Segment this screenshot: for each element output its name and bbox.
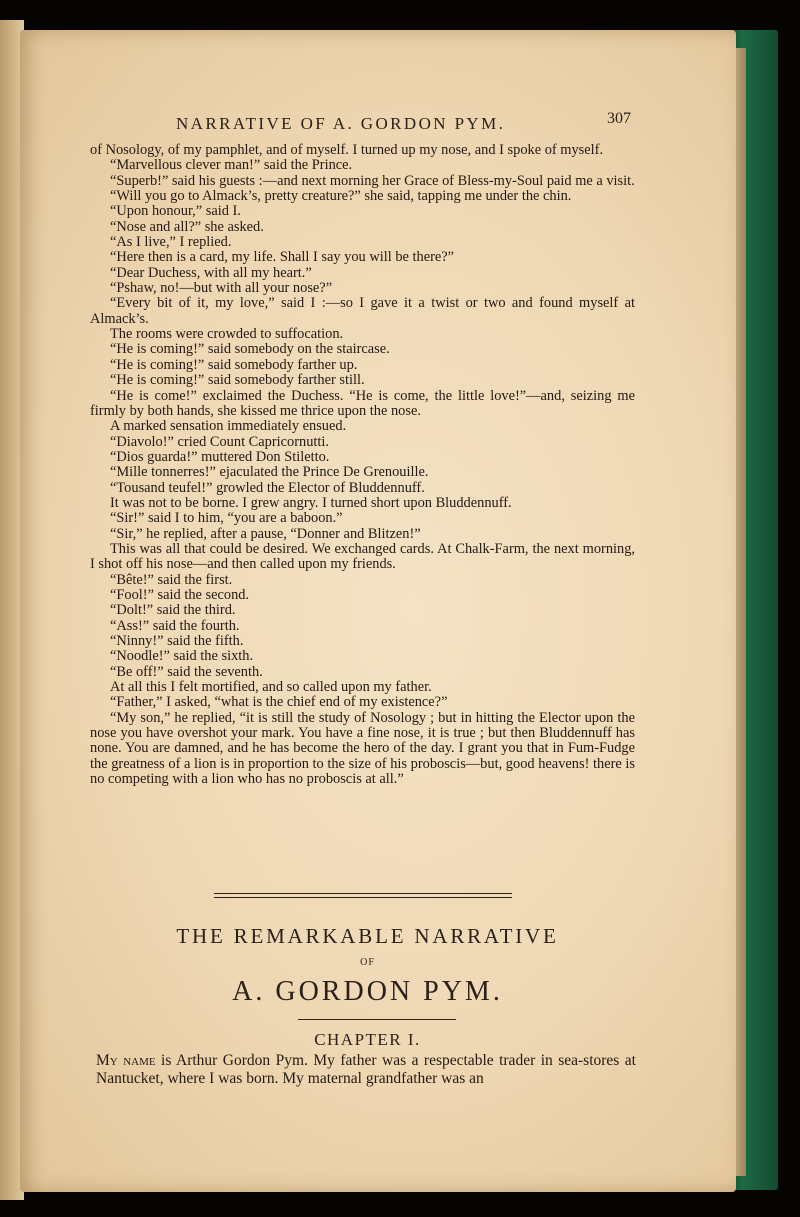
paragraph: “He is coming!” said somebody farther up. [110, 356, 358, 373]
section-heading: THE REMARKABLE NARRATIVE [176, 924, 559, 948]
paragraph: “Sir,” he replied, after a pause, “Donner and Blitzen!” [110, 525, 421, 542]
paragraph: “Dios guarda!” muttered Don Stiletto. [110, 448, 330, 465]
paragraph: “Father,” I asked, “what is the chief end of my existence?” [110, 694, 448, 711]
double-rule-bottom [214, 897, 512, 898]
paragraph: “Marvellous clever man!” said the Prince. [110, 157, 353, 174]
paragraph: “Tousand teufel!” growled the Elector of Bluddennuff. [110, 479, 425, 496]
paragraph: “Every bit of it, my love,” said I :—so I gave it a twist or two and found myself at Almack’s. [90, 295, 635, 327]
paragraph: “Pshaw, no!—but with all your nose?” [110, 280, 333, 297]
paragraph: This was all that could be desired. We exchanged cards. At Chalk-Farm, the next morning, I shot off his nose—and then called upon my friends. [90, 540, 635, 573]
paragraph: “As I live,” I replied. [110, 234, 232, 251]
paragraph: “Will you go to Almack’s, pretty creature?” she said, tapping me under the chin. [110, 188, 572, 205]
chapter-title: CHAPTER I. [314, 1030, 421, 1049]
paragraph: “He is coming!” said somebody farther still. [110, 372, 365, 389]
paragraph: “Dolt!” said the third. [110, 602, 236, 619]
paragraph: “Fool!” said the second. [110, 586, 250, 603]
paragraph: It was not to be borne. I grew angry. I turned short upon Bluddennuff. [110, 494, 512, 511]
paragraph: “Noodle!” said the sixth. [110, 648, 254, 665]
paragraph: “He is coming!” said somebody on the staircase. [110, 341, 390, 358]
section-heading-of: OF [360, 957, 375, 968]
running-header [176, 110, 631, 138]
paragraph: “Ass!” said the fourth. [110, 617, 240, 634]
paragraph: “Upon honour,” said I. [110, 203, 241, 220]
paragraph: “Here then is a card, my life. Shall I say you will be there?” [110, 249, 455, 266]
paragraph: “Dear Duchess, with all my heart.” [110, 264, 312, 281]
running-title: NARRATIVE OF A. GORDON PYM. [176, 114, 506, 133]
paragraph: “Diavolo!” cried Count Capricornutti. [110, 433, 329, 450]
paragraph: “Mille tonnerres!” ejaculated the Prince De Grenouille. [110, 464, 429, 481]
paragraph: “Ninny!” said the fifth. [110, 633, 244, 649]
paragraph: A marked sensation immediately ensued. [110, 418, 347, 435]
opening-text: is Arthur Gordon Pym. My father was a respectable trader in sea-stores at Nantucket, where I was born. My maternal grandfather was an [96, 1052, 636, 1087]
paragraph: The rooms were crowded to suffocation. [110, 326, 344, 343]
paragraph: “He is come!” exclaimed the Duchess. “He is come, the little love!”—and, seizing me firmly by both hands, she kissed me thrice upon the nose. [90, 387, 635, 419]
double-rule-top [214, 893, 512, 894]
paragraph: “Be off!” said the seventh. [110, 663, 263, 680]
heading-rule [298, 1019, 456, 1020]
paragraph: “Bête!” said the first. [110, 571, 233, 588]
paragraph: “Superb!” said his guests :—and next morning her Grace of Bless-my-Soul paid me a visit. [110, 172, 635, 189]
paragraph: At all this I felt mortified, and so called upon my father. [110, 679, 432, 696]
paragraph: “Nose and all?” she asked. [110, 218, 264, 235]
paragraph: “Sir!” said I to him, “you are a baboon.” [110, 510, 343, 527]
section-heading-name: A. GORDON PYM. [232, 976, 503, 1007]
opening-lead: My name [96, 1052, 156, 1069]
paragraph: of Nosology, of my pamphlet, and of myself. I turned up my nose, and I spoke of myself. [90, 142, 604, 158]
opening-paragraph [96, 1052, 636, 1088]
paragraph: “My son,” he replied, “it is still the study of Nosology ; but in hitting the Elector upon the nose you have overshot your mark. You have a fine nose, it is true ; but then Bluddennuff has none. You are damned, and he has become the hero of the day. I grant you that in Fum-Fudge the greatness of a lion is in proportion to the size of his proboscis—but, good heavens! there is no competing with a lion who has no proboscis at all.” [90, 709, 635, 788]
page-number: 307 [607, 110, 631, 127]
body-text [90, 143, 635, 787]
